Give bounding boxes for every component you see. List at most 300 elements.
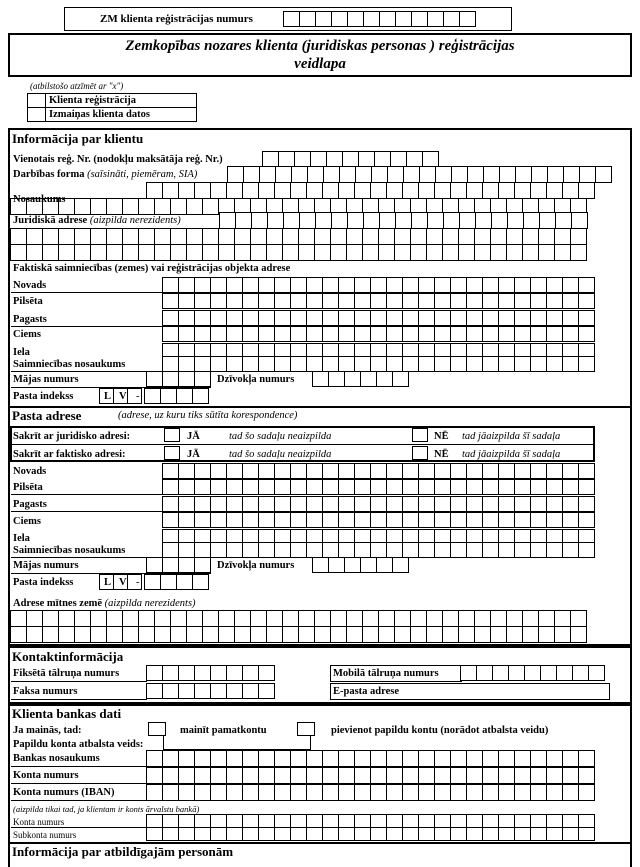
char-cell[interactable]	[546, 479, 563, 495]
same-legal-no-checkbox[interactable]	[412, 428, 428, 442]
char-cell[interactable]	[338, 767, 355, 784]
char-cell[interactable]	[571, 212, 588, 229]
char-cell[interactable]	[338, 310, 355, 326]
char-cell[interactable]	[282, 244, 299, 261]
char-cell[interactable]	[138, 626, 155, 643]
char-cell[interactable]	[210, 512, 227, 528]
char-cell[interactable]	[274, 463, 291, 479]
char-cell[interactable]	[491, 212, 508, 229]
char-cell[interactable]	[482, 293, 499, 309]
char-cell[interactable]	[360, 557, 377, 573]
char-cell[interactable]	[562, 542, 579, 558]
char-cell[interactable]	[443, 11, 460, 27]
char-cell[interactable]	[283, 212, 300, 229]
char-cell[interactable]	[450, 827, 467, 841]
char-cell[interactable]	[570, 228, 587, 245]
char-cell[interactable]	[530, 512, 547, 528]
char-cell[interactable]	[370, 326, 387, 342]
char-cell[interactable]	[258, 542, 275, 558]
char-cell[interactable]	[314, 228, 331, 245]
char-cell[interactable]	[378, 610, 395, 627]
char-cell[interactable]	[194, 479, 211, 495]
char-cell[interactable]	[514, 356, 531, 372]
char-cell[interactable]	[106, 198, 123, 215]
char-cell[interactable]	[186, 610, 203, 627]
char-cell[interactable]	[370, 182, 387, 199]
char-cell[interactable]	[434, 814, 451, 828]
char-cell[interactable]	[402, 767, 419, 784]
char-cell[interactable]	[178, 293, 195, 309]
char-cell[interactable]	[144, 574, 161, 590]
char-cell[interactable]	[386, 356, 403, 372]
char-cell[interactable]	[370, 496, 387, 512]
char-cell[interactable]	[546, 310, 563, 326]
char-cell[interactable]	[210, 479, 227, 495]
char-cell[interactable]	[162, 310, 179, 326]
char-cell[interactable]	[315, 11, 332, 27]
legal-address-cells-1[interactable]	[220, 212, 588, 229]
char-cell[interactable]	[530, 182, 547, 199]
char-cell[interactable]	[210, 814, 227, 828]
char-cell[interactable]	[386, 750, 403, 767]
char-cell[interactable]	[362, 228, 379, 245]
char-cell[interactable]	[338, 182, 355, 199]
char-cell[interactable]	[242, 479, 259, 495]
char-cell[interactable]	[570, 626, 587, 643]
char-cell[interactable]	[322, 182, 339, 199]
char-cell[interactable]	[498, 356, 515, 372]
char-cell[interactable]	[530, 277, 547, 293]
char-cell[interactable]	[338, 784, 355, 801]
char-cell[interactable]	[498, 750, 515, 767]
char-cell[interactable]	[226, 814, 243, 828]
char-cell[interactable]	[226, 767, 243, 784]
char-cell[interactable]	[386, 512, 403, 528]
char-cell[interactable]	[330, 228, 347, 245]
char-cell[interactable]	[338, 277, 355, 293]
foreign-address-cells-2[interactable]	[11, 626, 587, 643]
char-cell[interactable]	[290, 479, 307, 495]
char-cell[interactable]	[202, 610, 219, 627]
char-cell[interactable]	[242, 293, 259, 309]
char-cell[interactable]	[290, 293, 307, 309]
char-cell[interactable]	[90, 626, 107, 643]
char-cell[interactable]	[290, 542, 307, 558]
char-cell[interactable]	[328, 371, 345, 387]
char-cell[interactable]	[546, 277, 563, 293]
char-cell[interactable]	[338, 479, 355, 495]
char-cell[interactable]	[531, 166, 548, 183]
char-cell[interactable]	[194, 326, 211, 342]
char-cell[interactable]	[434, 326, 451, 342]
char-cell[interactable]	[418, 277, 435, 293]
char-cell[interactable]	[402, 814, 419, 828]
same-legal-yes-checkbox[interactable]	[164, 428, 180, 442]
char-cell[interactable]	[299, 212, 316, 229]
char-cell[interactable]	[322, 479, 339, 495]
char-cell[interactable]	[154, 244, 171, 261]
char-cell[interactable]	[170, 626, 187, 643]
char-cell[interactable]	[386, 542, 403, 558]
char-cell[interactable]	[506, 244, 523, 261]
char-cell[interactable]	[466, 326, 483, 342]
char-cell[interactable]	[42, 228, 59, 245]
char-cell[interactable]	[322, 784, 339, 801]
char-cell[interactable]	[338, 356, 355, 372]
char-cell[interactable]	[226, 326, 243, 342]
acc-cells[interactable]	[147, 814, 595, 828]
char-cell[interactable]	[450, 293, 467, 309]
farm-name-cells[interactable]	[163, 356, 595, 372]
char-cell[interactable]	[443, 212, 460, 229]
char-cell[interactable]	[426, 228, 443, 245]
char-cell[interactable]	[226, 750, 243, 767]
char-cell[interactable]	[466, 277, 483, 293]
char-cell[interactable]	[392, 557, 409, 573]
char-cell[interactable]	[482, 542, 499, 558]
char-cell[interactable]	[474, 610, 491, 627]
char-cell[interactable]	[466, 750, 483, 767]
char-cell[interactable]	[162, 542, 179, 558]
char-cell[interactable]	[402, 326, 419, 342]
char-cell[interactable]	[562, 827, 579, 841]
char-cell[interactable]	[562, 326, 579, 342]
char-cell[interactable]	[162, 557, 179, 573]
char-cell[interactable]	[275, 166, 292, 183]
char-cell[interactable]	[530, 814, 547, 828]
char-cell[interactable]	[395, 11, 412, 27]
house-no-cells[interactable]	[147, 371, 211, 387]
char-cell[interactable]	[194, 750, 211, 767]
char-cell[interactable]	[546, 827, 563, 841]
char-cell[interactable]	[506, 610, 523, 627]
char-cell[interactable]	[146, 767, 163, 784]
char-cell[interactable]	[530, 767, 547, 784]
char-cell[interactable]	[578, 463, 595, 479]
char-cell[interactable]	[418, 814, 435, 828]
char-cell[interactable]	[442, 244, 459, 261]
char-cell[interactable]	[226, 512, 243, 528]
char-cell[interactable]	[274, 827, 291, 841]
char-cell[interactable]	[370, 356, 387, 372]
char-cell[interactable]	[331, 212, 348, 229]
char-cell[interactable]	[538, 244, 555, 261]
char-cell[interactable]	[267, 212, 284, 229]
char-cell[interactable]	[466, 827, 483, 841]
char-cell[interactable]	[274, 814, 291, 828]
char-cell[interactable]	[482, 767, 499, 784]
char-cell[interactable]	[354, 182, 371, 199]
char-cell[interactable]	[402, 182, 419, 199]
char-cell[interactable]	[194, 356, 211, 372]
char-cell[interactable]	[162, 277, 179, 293]
char-cell[interactable]	[378, 244, 395, 261]
char-cell[interactable]	[146, 814, 163, 828]
char-cell[interactable]	[290, 784, 307, 801]
char-cell[interactable]	[226, 784, 243, 801]
char-cell[interactable]	[42, 244, 59, 261]
char-cell[interactable]	[162, 665, 179, 681]
char-cell[interactable]	[170, 198, 187, 215]
char-cell[interactable]	[162, 750, 179, 767]
char-cell[interactable]	[146, 182, 163, 199]
char-cell[interactable]	[266, 626, 283, 643]
char-cell[interactable]	[370, 827, 387, 841]
char-cell[interactable]	[546, 496, 563, 512]
char-cell[interactable]	[450, 784, 467, 801]
char-cell[interactable]	[450, 277, 467, 293]
char-cell[interactable]	[274, 326, 291, 342]
char-cell[interactable]	[10, 244, 27, 261]
char-cell[interactable]	[250, 244, 267, 261]
char-cell[interactable]	[562, 479, 579, 495]
char-cell[interactable]	[146, 665, 163, 681]
char-cell[interactable]	[434, 479, 451, 495]
char-cell[interactable]	[162, 814, 179, 828]
char-cell[interactable]	[290, 310, 307, 326]
char-cell[interactable]	[170, 610, 187, 627]
char-cell[interactable]	[370, 512, 387, 528]
char-cell[interactable]	[578, 293, 595, 309]
char-cell[interactable]	[146, 784, 163, 801]
char-cell[interactable]	[178, 767, 195, 784]
char-cell[interactable]	[138, 198, 155, 215]
char-cell[interactable]	[330, 626, 347, 643]
char-cell[interactable]	[154, 228, 171, 245]
char-cell[interactable]	[522, 610, 539, 627]
char-cell[interactable]	[347, 11, 364, 27]
char-cell[interactable]	[338, 512, 355, 528]
p-house-no-cells[interactable]	[147, 557, 211, 573]
char-cell[interactable]	[162, 182, 179, 199]
char-cell[interactable]	[274, 182, 291, 199]
char-cell[interactable]	[282, 626, 299, 643]
char-cell[interactable]	[578, 479, 595, 495]
char-cell[interactable]	[392, 371, 409, 387]
char-cell[interactable]	[442, 228, 459, 245]
char-cell[interactable]	[418, 356, 435, 372]
char-cell[interactable]	[386, 496, 403, 512]
char-cell[interactable]	[146, 557, 163, 573]
char-cell[interactable]	[418, 512, 435, 528]
char-cell[interactable]	[338, 814, 355, 828]
char-cell[interactable]	[546, 512, 563, 528]
char-cell[interactable]	[242, 827, 259, 841]
char-cell[interactable]	[562, 356, 579, 372]
char-cell[interactable]	[194, 182, 211, 199]
char-cell[interactable]	[402, 496, 419, 512]
char-cell[interactable]	[418, 496, 435, 512]
char-cell[interactable]	[290, 750, 307, 767]
char-cell[interactable]	[258, 767, 275, 784]
char-cell[interactable]	[546, 814, 563, 828]
char-cell[interactable]	[490, 626, 507, 643]
char-cell[interactable]	[258, 665, 275, 681]
char-cell[interactable]	[498, 542, 515, 558]
char-cell[interactable]	[338, 463, 355, 479]
char-cell[interactable]	[434, 277, 451, 293]
char-cell[interactable]	[402, 463, 419, 479]
char-cell[interactable]	[376, 557, 393, 573]
char-cell[interactable]	[178, 512, 195, 528]
char-cell[interactable]	[298, 228, 315, 245]
char-cell[interactable]	[178, 182, 195, 199]
char-cell[interactable]	[242, 356, 259, 372]
char-cell[interactable]	[386, 310, 403, 326]
char-cell[interactable]	[418, 182, 435, 199]
char-cell[interactable]	[298, 244, 315, 261]
char-cell[interactable]	[178, 542, 195, 558]
char-cell[interactable]	[210, 277, 227, 293]
char-cell[interactable]	[210, 683, 227, 699]
char-cell[interactable]	[427, 212, 444, 229]
char-cell[interactable]	[459, 11, 476, 27]
same-actual-no-checkbox[interactable]	[412, 446, 428, 460]
char-cell[interactable]	[210, 827, 227, 841]
registration-checkbox[interactable]	[27, 93, 46, 108]
char-cell[interactable]	[514, 310, 531, 326]
char-cell[interactable]	[258, 293, 275, 309]
char-cell[interactable]	[530, 463, 547, 479]
char-cell[interactable]	[418, 293, 435, 309]
char-cell[interactable]	[251, 212, 268, 229]
char-cell[interactable]	[562, 750, 579, 767]
char-cell[interactable]	[450, 512, 467, 528]
char-cell[interactable]	[482, 182, 499, 199]
char-cell[interactable]	[476, 665, 493, 681]
char-cell[interactable]	[307, 166, 324, 183]
char-cell[interactable]	[266, 244, 283, 261]
char-cell[interactable]	[162, 827, 179, 841]
char-cell[interactable]	[210, 326, 227, 342]
char-cell[interactable]	[194, 371, 211, 387]
char-cell[interactable]	[562, 293, 579, 309]
char-cell[interactable]	[498, 310, 515, 326]
char-cell[interactable]	[498, 827, 515, 841]
char-cell[interactable]	[194, 496, 211, 512]
char-cell[interactable]	[26, 626, 43, 643]
add-extra-checkbox[interactable]	[297, 722, 315, 736]
char-cell[interactable]	[402, 293, 419, 309]
char-cell[interactable]	[170, 228, 187, 245]
char-cell[interactable]	[379, 212, 396, 229]
char-cell[interactable]	[10, 626, 27, 643]
p-pagasts-cells[interactable]	[163, 496, 595, 512]
char-cell[interactable]	[162, 371, 179, 387]
char-cell[interactable]	[282, 610, 299, 627]
char-cell[interactable]	[546, 463, 563, 479]
char-cell[interactable]	[74, 610, 91, 627]
char-cell[interactable]	[306, 496, 323, 512]
char-cell[interactable]	[434, 827, 451, 841]
char-cell[interactable]	[74, 244, 91, 261]
char-cell[interactable]	[474, 244, 491, 261]
char-cell[interactable]	[514, 277, 531, 293]
char-cell[interactable]	[146, 827, 163, 841]
char-cell[interactable]	[234, 610, 251, 627]
char-cell[interactable]	[514, 326, 531, 342]
char-cell[interactable]	[242, 512, 259, 528]
char-cell[interactable]	[322, 512, 339, 528]
char-cell[interactable]	[226, 277, 243, 293]
char-cell[interactable]	[106, 244, 123, 261]
char-cell[interactable]	[387, 166, 404, 183]
char-cell[interactable]	[194, 557, 211, 573]
char-cell[interactable]	[474, 626, 491, 643]
char-cell[interactable]	[202, 228, 219, 245]
char-cell[interactable]	[162, 784, 179, 801]
char-cell[interactable]	[330, 610, 347, 627]
char-cell[interactable]	[514, 479, 531, 495]
char-cell[interactable]	[354, 277, 371, 293]
char-cell[interactable]	[210, 750, 227, 767]
char-cell[interactable]	[434, 512, 451, 528]
char-cell[interactable]	[250, 228, 267, 245]
char-cell[interactable]	[306, 463, 323, 479]
char-cell[interactable]	[546, 356, 563, 372]
char-cell[interactable]	[274, 277, 291, 293]
char-cell[interactable]	[538, 626, 555, 643]
char-cell[interactable]	[466, 784, 483, 801]
char-cell[interactable]	[306, 512, 323, 528]
char-cell[interactable]	[122, 626, 139, 643]
char-cell[interactable]	[178, 356, 195, 372]
char-cell[interactable]	[26, 244, 43, 261]
legal-address-cells-3[interactable]	[11, 244, 587, 261]
char-cell[interactable]	[514, 463, 531, 479]
char-cell[interactable]	[282, 228, 299, 245]
char-cell[interactable]	[178, 784, 195, 801]
char-cell[interactable]	[106, 228, 123, 245]
char-cell[interactable]	[328, 557, 345, 573]
char-cell[interactable]	[210, 767, 227, 784]
phone-cells[interactable]	[147, 665, 275, 681]
char-cell[interactable]	[218, 228, 235, 245]
char-cell[interactable]	[362, 610, 379, 627]
char-cell[interactable]	[490, 244, 507, 261]
char-cell[interactable]	[530, 326, 547, 342]
char-cell[interactable]	[538, 228, 555, 245]
char-cell[interactable]	[546, 182, 563, 199]
char-cell[interactable]	[418, 479, 435, 495]
char-cell[interactable]	[242, 310, 259, 326]
char-cell[interactable]	[162, 293, 179, 309]
char-cell[interactable]	[290, 814, 307, 828]
char-cell[interactable]	[370, 814, 387, 828]
char-cell[interactable]	[498, 293, 515, 309]
char-cell[interactable]	[466, 293, 483, 309]
char-cell[interactable]	[347, 212, 364, 229]
char-cell[interactable]	[138, 228, 155, 245]
char-cell[interactable]	[242, 277, 259, 293]
char-cell[interactable]	[434, 767, 451, 784]
char-cell[interactable]	[210, 182, 227, 199]
p-pilseta-cells[interactable]	[163, 479, 595, 495]
char-cell[interactable]	[194, 683, 211, 699]
char-cell[interactable]	[578, 750, 595, 767]
char-cell[interactable]	[138, 610, 155, 627]
char-cell[interactable]	[386, 827, 403, 841]
char-cell[interactable]	[570, 244, 587, 261]
char-cell[interactable]	[306, 277, 323, 293]
char-cell[interactable]	[338, 496, 355, 512]
char-cell[interactable]	[298, 610, 315, 627]
char-cell[interactable]	[498, 479, 515, 495]
char-cell[interactable]	[376, 371, 393, 387]
p-postal-code-cells[interactable]	[145, 574, 209, 590]
char-cell[interactable]	[395, 212, 412, 229]
char-cell[interactable]	[226, 293, 243, 309]
